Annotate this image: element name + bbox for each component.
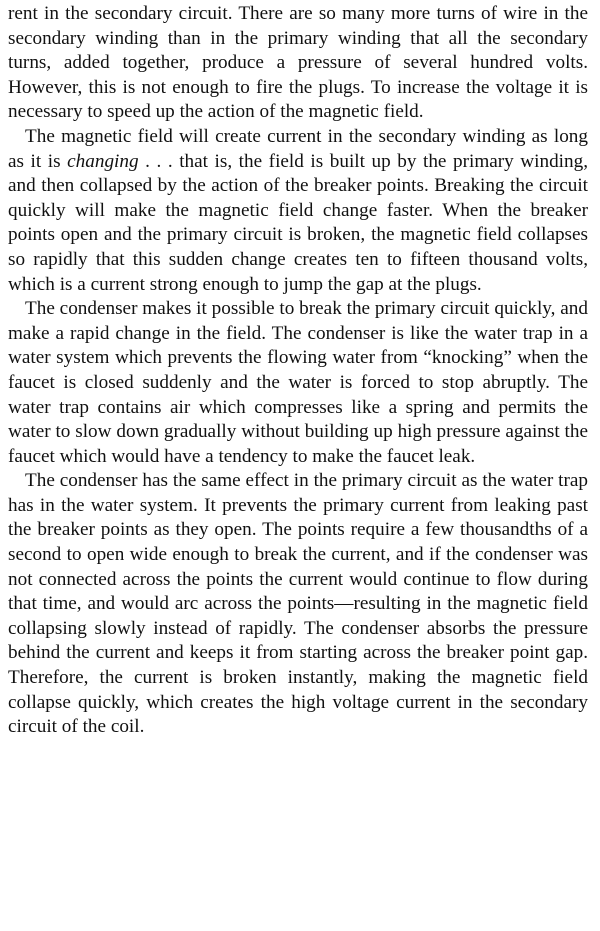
paragraph-condenser-effect <box>8 469 588 740</box>
emphasized-word: changing <box>67 150 139 172</box>
paragraph-text: The condenser has the same effect in the primary circuit as the water trap has in the water system. It prevents the primary current from leaking past the breaker points as they open. The points require a few thousandths of a second to open wide enough to break the current, and if the condenser was not connected across the points the current would continue to flow during that time, and would arc across the points—resulting in the magnetic field collapsing slowly instead of rapidly. The condenser absorbs the pressure behind the current and keeps it from starting across the breaker point gap. Therefore, the current is broken instantly, making the magnetic field collapse quickly, which creates the high voltage current in the secondary circuit of the coil. <box>8 470 588 738</box>
paragraph-magnetic-field <box>8 125 588 297</box>
paragraph-text: . . . that is, the field is built up by the primary winding, and then collapsed by the action of the breaker points. Breaking the circuit quickly will make the magnetic field change faster. When the breaker points open and the primary circuit is broken, the magnetic field collapses so rapidly that this sudden change creates ten to fifteen thousand volts, which is a current strong enough to jump the gap at the plugs. <box>8 150 588 295</box>
paragraph-condenser-water-trap <box>8 297 588 469</box>
paragraph-text: The magnetic field will create current in the secondary winding as long as it is <box>8 125 588 172</box>
paragraph-text: The condenser makes it possible to break the primary circuit quickly, and make a rapid change in the field. The condenser is like the water trap in a water system which prevents the flowing water from “knocking” when the faucet is closed suddenly and the water is forced to stop abruptly. The water trap contains air which compresses like a spring and permits the water to slow down gradually without building up high pressure against the faucet which would have a tendency to make the faucet leak. <box>8 298 588 467</box>
paragraph-continued <box>8 2 588 125</box>
paragraph-text: rent in the secondary circuit. There are so many more turns of wire in the secondary winding than in the primary winding that all the secondary turns, added together, produce a pressure of several hundred volts. However, this is not enough to fire the plugs. To increase the voltage it is necessary to speed up the action of the magnetic field. <box>8 3 588 123</box>
